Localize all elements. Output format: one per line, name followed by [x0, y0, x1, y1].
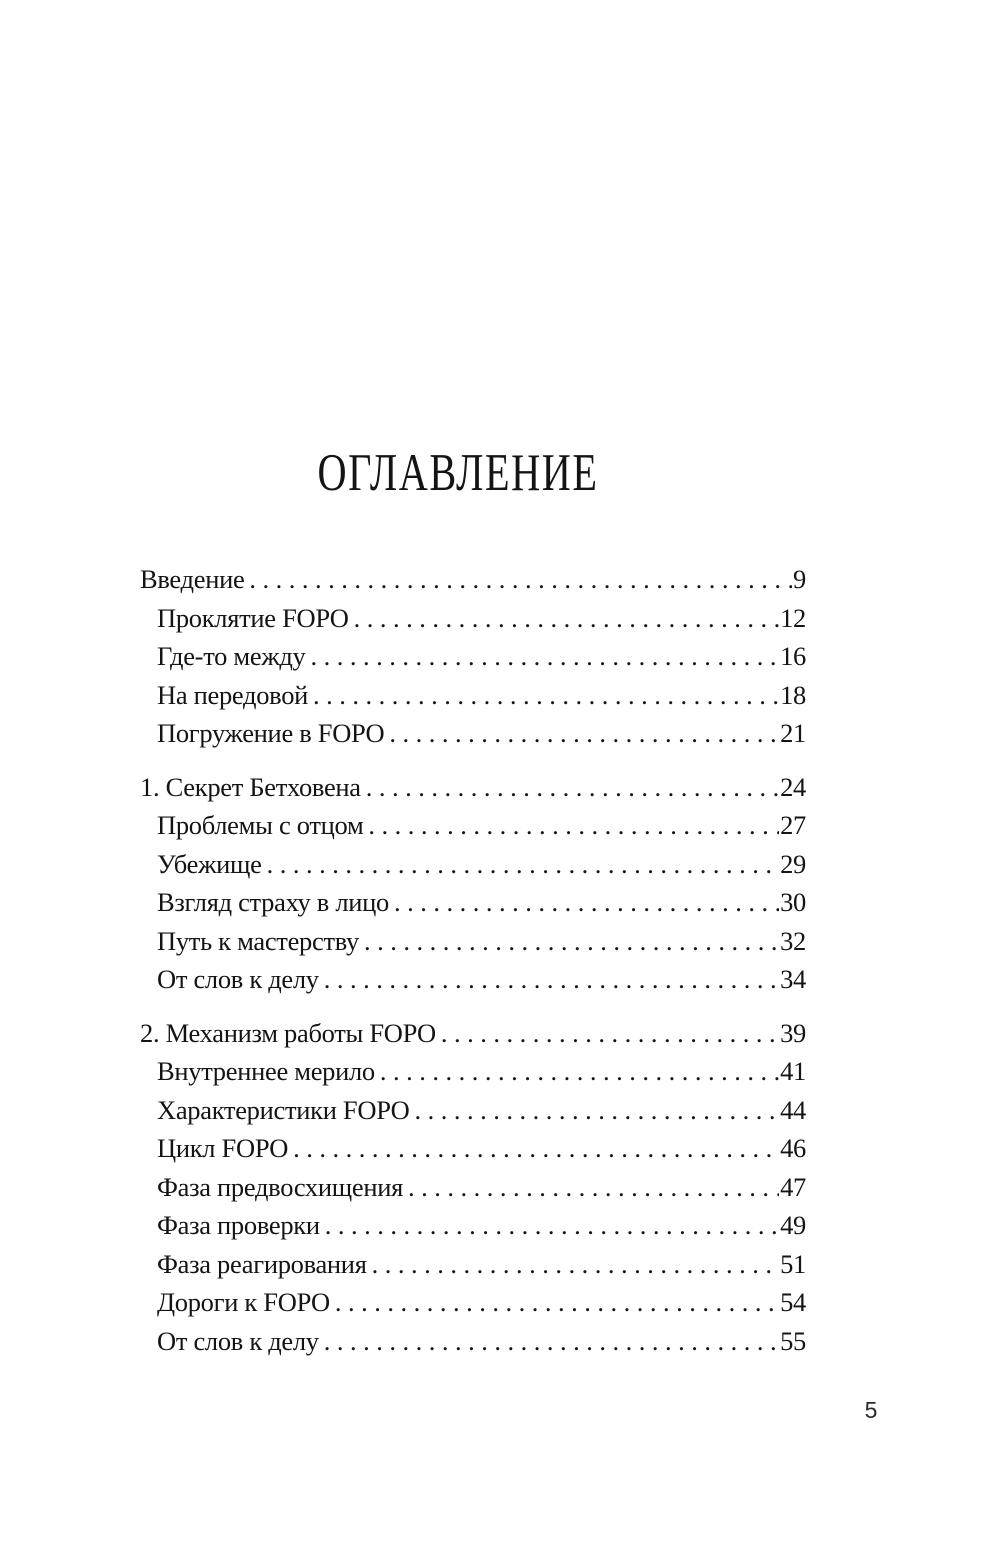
toc-entry: [140, 806, 806, 845]
toc-entry-label: На передовой: [157, 679, 309, 710]
toc-entry-label: Проклятие FOPO: [157, 602, 349, 633]
dot-leader: [367, 1245, 780, 1284]
toc-entry: [140, 883, 806, 922]
toc-entry: [140, 637, 806, 676]
toc-entry-label: Характеристики FOPO: [157, 1094, 410, 1125]
toc-entry-label: Проблемы с отцом: [157, 810, 364, 840]
toc-entry: [140, 1322, 806, 1361]
toc-entry-label: Цикл FOPO: [157, 1133, 289, 1163]
toc-entry: [140, 560, 806, 599]
toc-entry-page: 18: [780, 679, 806, 710]
dot-leader: [319, 1322, 779, 1361]
toc-entry-label: Введение: [140, 564, 245, 594]
toc-entry-page: 51: [780, 1248, 806, 1279]
dot-leader: [308, 676, 779, 715]
toc-entry-page: 49: [780, 1210, 806, 1240]
toc-entry-label: Фаза проверки: [157, 1210, 320, 1240]
toc-entry: [140, 922, 806, 961]
dot-leader: [330, 1283, 779, 1322]
toc-entry-label: Погружение в FOPO: [157, 718, 385, 748]
toc-entry: [140, 714, 806, 753]
toc-list: [140, 560, 806, 1360]
toc-entry-label: Фаза предвосхищения: [157, 1171, 403, 1202]
dot-leader: [319, 960, 779, 999]
folio-page-number: 5: [864, 1397, 878, 1423]
toc-entry: [140, 1245, 806, 1284]
dot-leader: [389, 883, 779, 922]
toc-entry: [140, 1052, 806, 1091]
dot-leader: [288, 1129, 779, 1168]
dot-leader: [244, 560, 792, 599]
toc-entry-label: Фаза реагирования: [157, 1248, 367, 1279]
toc-entry-label: Взгляд страху в лицо: [157, 887, 389, 917]
toc-entry-page: 30: [780, 887, 806, 917]
dot-leader: [403, 1168, 779, 1207]
dot-leader: [436, 1014, 779, 1053]
dot-leader: [375, 1052, 779, 1091]
toc-entry-label: Путь к мастерству: [157, 925, 359, 956]
toc-entry: [140, 1168, 806, 1207]
toc-entry: [140, 599, 806, 638]
toc-entry: [140, 1129, 806, 1168]
toc-entry: [140, 768, 806, 807]
toc-entry: [140, 1283, 806, 1322]
toc-entry-page: 55: [780, 1325, 806, 1356]
toc-entry-page: 32: [780, 925, 806, 956]
dot-leader: [320, 1206, 779, 1245]
dot-leader: [384, 714, 779, 753]
toc-entry: [140, 845, 806, 884]
toc-entry: [140, 1206, 806, 1245]
dot-leader: [305, 637, 779, 676]
toc-entry-page: 54: [780, 1287, 806, 1317]
dot-leader: [262, 845, 780, 884]
toc-entry-label: Где-то между: [157, 641, 306, 671]
toc-entry-page: 39: [780, 1017, 806, 1048]
toc-entry-page: 29: [780, 848, 806, 879]
toc-entry-label: 1. Секрет Бетховена: [140, 771, 361, 802]
toc-entry-page: 16: [780, 641, 806, 671]
toc-entry-label: Убежище: [157, 848, 262, 879]
dot-leader: [361, 768, 779, 807]
page-title: ОГЛАВЛЕНИЕ: [317, 444, 599, 502]
toc-entry-label: От слов к делу: [157, 1325, 319, 1356]
toc-entry-label: От слов к делу: [157, 964, 319, 994]
toc-entry-page: 9: [793, 564, 806, 594]
toc-entry-page: 27: [780, 810, 806, 840]
dot-leader: [409, 1091, 779, 1130]
toc-entry-page: 12: [780, 602, 806, 633]
toc-entry-page: 47: [780, 1171, 806, 1202]
toc-entry-page: 21: [780, 718, 806, 748]
toc-entry: [140, 960, 806, 999]
dot-leader: [359, 922, 779, 961]
dot-leader: [349, 599, 779, 638]
toc-entry-label: Внутреннее мерило: [157, 1056, 375, 1086]
toc-entry-page: 34: [780, 964, 806, 994]
dot-leader: [363, 806, 779, 845]
toc-entry-label: Дороги к FOPO: [157, 1287, 330, 1317]
toc-entry-label: 2. Механизм работы FOPO: [140, 1017, 436, 1048]
toc-entry-page: 24: [780, 771, 806, 802]
toc-entry: [140, 1014, 806, 1053]
toc-entry-page: 46: [780, 1133, 806, 1163]
toc-entry-page: 41: [780, 1056, 806, 1086]
toc-entry: [140, 1091, 806, 1130]
toc-entry: [140, 676, 806, 715]
toc-entry-page: 44: [780, 1094, 806, 1125]
